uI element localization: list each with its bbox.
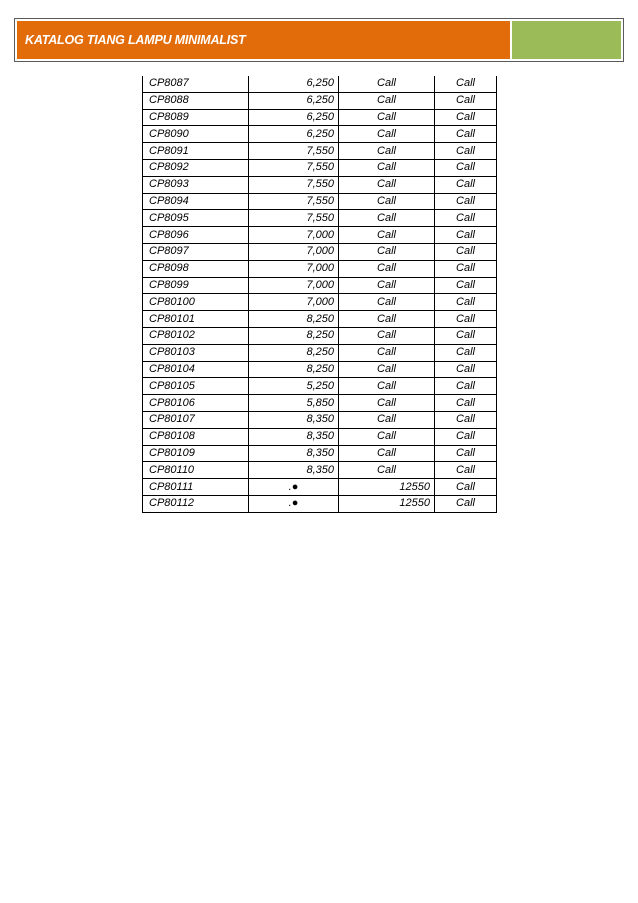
status-cell: Call [435, 428, 497, 445]
product-code-cell: CP80101 [143, 311, 249, 328]
status-cell: Call [435, 227, 497, 244]
table-row [143, 294, 497, 311]
status-cell: Call [339, 243, 435, 260]
price-cell: 7,550 [249, 193, 339, 210]
header-title-bar [17, 21, 510, 59]
status-cell: Call [339, 311, 435, 328]
product-code-cell: CP80100 [143, 294, 249, 311]
status-cell: Call [435, 126, 497, 143]
product-code-cell: CP8095 [143, 210, 249, 227]
status-cell: Call [339, 428, 435, 445]
price-cell: 7,000 [249, 277, 339, 294]
table-row [143, 193, 497, 210]
price-cell: 5,250 [249, 378, 339, 395]
price-cell: 7,550 [249, 176, 339, 193]
status-cell: Call [435, 243, 497, 260]
price-cell: 8,350 [249, 411, 339, 428]
price-cell: 8,350 [249, 462, 339, 479]
status-cell: Call [339, 277, 435, 294]
status-cell: Call [435, 176, 497, 193]
table-row [143, 159, 497, 176]
product-code-cell: CP8096 [143, 227, 249, 244]
table-row [143, 227, 497, 244]
table-row [143, 479, 497, 496]
product-code-cell: CP8099 [143, 277, 249, 294]
product-code-cell: CP8088 [143, 92, 249, 109]
product-code-cell: CP8087 [143, 76, 249, 92]
product-code-cell: CP80106 [143, 395, 249, 412]
status-cell: Call [435, 327, 497, 344]
table-row [143, 411, 497, 428]
table-row [143, 344, 497, 361]
price-cell: 8,250 [249, 361, 339, 378]
product-code-cell: CP8090 [143, 126, 249, 143]
product-code-cell: CP8098 [143, 260, 249, 277]
status-cell: Call [339, 327, 435, 344]
status-cell: Call [435, 210, 497, 227]
catalog-table-body [143, 76, 497, 512]
table-row [143, 109, 497, 126]
status-cell: Call [339, 411, 435, 428]
status-cell: Call [435, 479, 497, 496]
status-cell: Call [339, 176, 435, 193]
status-cell: Call [435, 294, 497, 311]
status-cell: Call [339, 260, 435, 277]
header-accent-block [512, 21, 621, 59]
status-cell: Call [339, 344, 435, 361]
product-code-cell: CP80104 [143, 361, 249, 378]
status-cell: Call [435, 445, 497, 462]
product-code-cell: CP80102 [143, 327, 249, 344]
status-cell: Call [339, 76, 435, 92]
status-cell: Call [339, 445, 435, 462]
table-row [143, 445, 497, 462]
status-cell: Call [339, 294, 435, 311]
status-cell: Call [435, 395, 497, 412]
table-row [143, 143, 497, 160]
product-code-cell: CP80111 [143, 479, 249, 496]
price-cell: 7,000 [249, 227, 339, 244]
price-cell: 7,000 [249, 243, 339, 260]
table-row [143, 92, 497, 109]
table-row [143, 311, 497, 328]
status-cell: Call [339, 159, 435, 176]
product-code-cell: CP8091 [143, 143, 249, 160]
price-cell: 8,250 [249, 311, 339, 328]
table-row [143, 462, 497, 479]
price-cell: 7,550 [249, 143, 339, 160]
price-cell: 8,250 [249, 344, 339, 361]
status-cell: Call [339, 143, 435, 160]
table-row [143, 126, 497, 143]
status-cell: Call [435, 411, 497, 428]
page-header [14, 18, 624, 62]
status-cell: Call [435, 462, 497, 479]
table-row [143, 277, 497, 294]
price-cell: 8,250 [249, 327, 339, 344]
price-cell: 7,000 [249, 260, 339, 277]
table-row [143, 327, 497, 344]
status-cell: Call [435, 109, 497, 126]
table-row [143, 243, 497, 260]
status-cell: Call [339, 462, 435, 479]
catalog-table [142, 76, 497, 513]
price-cell: 5,850 [249, 395, 339, 412]
status-cell: Call [435, 159, 497, 176]
status-cell: Call [435, 92, 497, 109]
product-code-cell: CP80108 [143, 428, 249, 445]
status-cell: Call [339, 126, 435, 143]
table-row [143, 361, 497, 378]
product-code-cell: CP8094 [143, 193, 249, 210]
price-cell: 7,000 [249, 294, 339, 311]
price-cell: 8,350 [249, 445, 339, 462]
product-code-cell: CP80109 [143, 445, 249, 462]
status-cell: Call [339, 227, 435, 244]
price-cell: 12550 [339, 479, 435, 496]
status-cell: Call [339, 378, 435, 395]
product-code-cell: CP8092 [143, 159, 249, 176]
product-code-cell: CP80112 [143, 495, 249, 512]
price-cell: 6,250 [249, 126, 339, 143]
price-cell: 7,550 [249, 210, 339, 227]
marker-cell: .● [249, 479, 339, 496]
status-cell: Call [339, 361, 435, 378]
status-cell: Call [435, 193, 497, 210]
status-cell: Call [435, 311, 497, 328]
marker-cell: .● [249, 495, 339, 512]
product-code-cell: CP80107 [143, 411, 249, 428]
table-row [143, 76, 497, 92]
table-row [143, 210, 497, 227]
table-row [143, 395, 497, 412]
status-cell: Call [339, 193, 435, 210]
status-cell: Call [435, 76, 497, 92]
product-code-cell: CP8089 [143, 109, 249, 126]
status-cell: Call [435, 378, 497, 395]
status-cell: Call [435, 143, 497, 160]
status-cell: Call [339, 92, 435, 109]
table-row [143, 378, 497, 395]
product-code-cell: CP8093 [143, 176, 249, 193]
status-cell: Call [435, 344, 497, 361]
status-cell: Call [435, 495, 497, 512]
price-cell: 8,350 [249, 428, 339, 445]
status-cell: Call [435, 260, 497, 277]
table-row [143, 495, 497, 512]
table-row [143, 176, 497, 193]
product-code-cell: CP80105 [143, 378, 249, 395]
price-cell: 6,250 [249, 109, 339, 126]
status-cell: Call [339, 210, 435, 227]
price-cell: 6,250 [249, 76, 339, 92]
page-title: KATALOG TIANG LAMPU MINIMALIST [25, 33, 246, 47]
price-cell: 7,550 [249, 159, 339, 176]
price-cell: 12550 [339, 495, 435, 512]
status-cell: Call [339, 109, 435, 126]
product-code-cell: CP80110 [143, 462, 249, 479]
table-row [143, 260, 497, 277]
price-cell: 6,250 [249, 92, 339, 109]
status-cell: Call [339, 395, 435, 412]
table-row [143, 428, 497, 445]
status-cell: Call [435, 277, 497, 294]
product-code-cell: CP8097 [143, 243, 249, 260]
status-cell: Call [435, 361, 497, 378]
product-code-cell: CP80103 [143, 344, 249, 361]
